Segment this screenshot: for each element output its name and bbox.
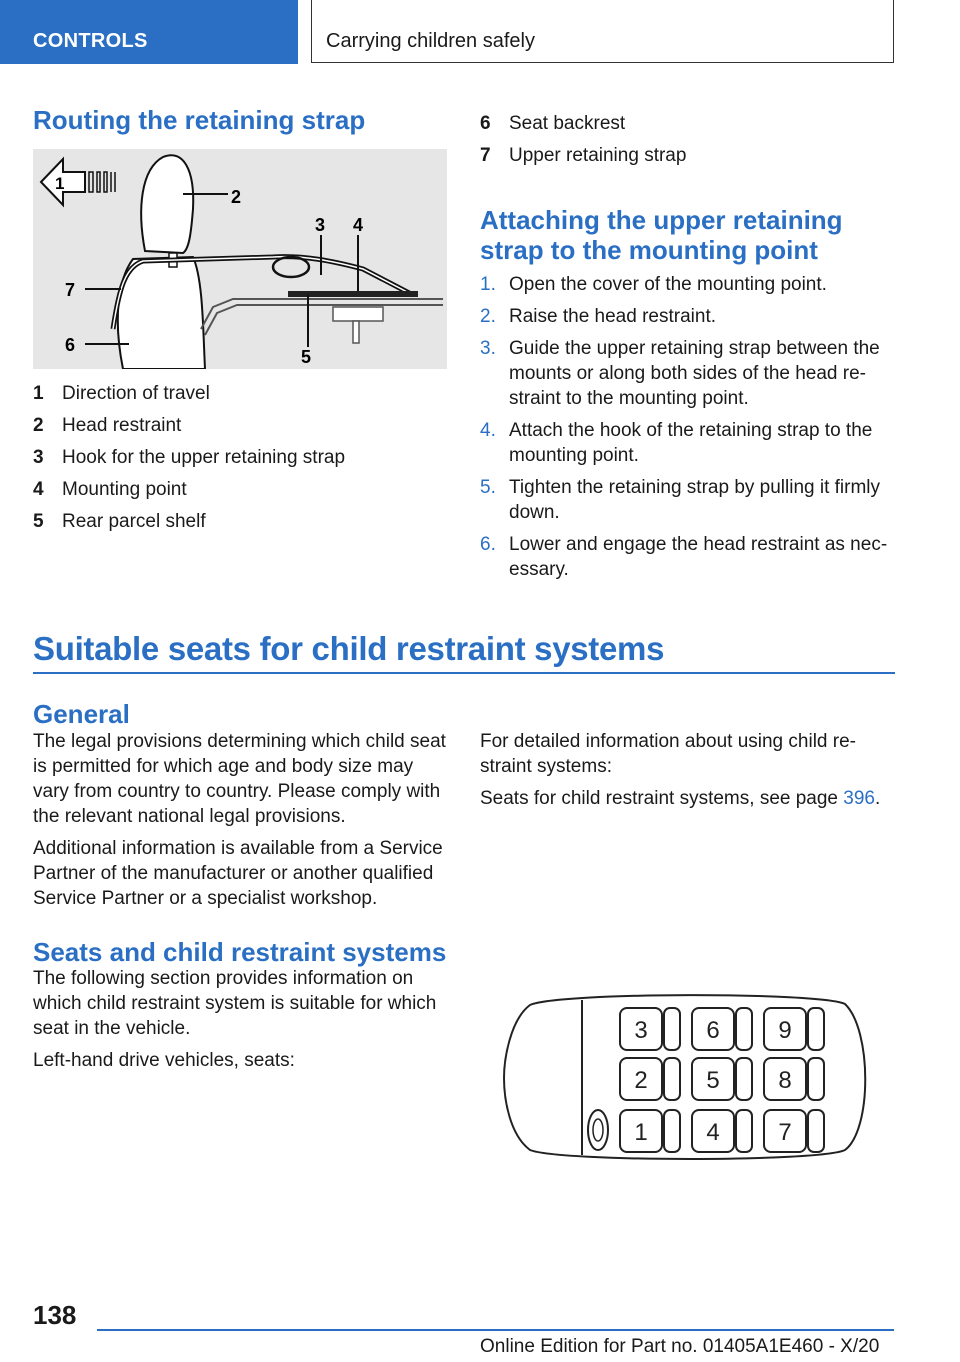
legend-text: Upper retaining strap bbox=[509, 145, 687, 166]
seats-paragraph-2: Left-hand drive vehicles, seats: bbox=[33, 1050, 295, 1071]
figure-label-5: 5 bbox=[301, 347, 312, 367]
step-text: Attach the hook of the retaining strap to the mounting point. bbox=[509, 420, 873, 466]
attaching-steps bbox=[480, 272, 900, 589]
routing-figure bbox=[33, 149, 447, 369]
legend-text: Direction of travel bbox=[62, 383, 210, 404]
legend-text: Hook for the upper retaining strap bbox=[62, 447, 346, 468]
figure-label-2: 2 bbox=[231, 187, 242, 207]
step-text: Tighten the retaining strap by pulling it firmly down. bbox=[509, 477, 881, 523]
attaching-title-line1: Attaching the upper retaining bbox=[480, 205, 843, 235]
seat-number: 9 bbox=[778, 1017, 792, 1044]
general-paragraph-2: Additional information is available from a Service Partner of the manufacturer or another qualified Service Partner or a specialist workshop. bbox=[33, 838, 443, 909]
page-ref-prefix: Seats for child restraint systems, see page bbox=[480, 788, 844, 809]
step-number: 6. bbox=[480, 534, 496, 555]
seat-number: 1 bbox=[634, 1119, 648, 1146]
right-paragraph-2 bbox=[480, 786, 890, 811]
routing-title: Routing the retaining strap bbox=[33, 105, 366, 135]
right-paragraph-1: For detailed information about using child re-straint systems: bbox=[480, 731, 856, 777]
header-section-label: CONTROLS bbox=[33, 30, 148, 52]
seat-number: 3 bbox=[634, 1017, 648, 1044]
step-item bbox=[480, 304, 900, 329]
legend-number: 7 bbox=[480, 145, 491, 166]
seats-text bbox=[33, 966, 453, 1080]
figure-label-7: 7 bbox=[65, 280, 76, 300]
seat-number: 2 bbox=[634, 1067, 648, 1094]
vehicle-seat-map bbox=[500, 990, 880, 1165]
legend-number: 4 bbox=[33, 479, 44, 500]
step-number: 2. bbox=[480, 306, 496, 327]
legend-text: Seat backrest bbox=[509, 113, 626, 134]
step-text: Open the cover of the mounting point. bbox=[509, 274, 827, 295]
steering-wheel-icon bbox=[588, 1110, 608, 1150]
page-ref-link[interactable]: 396 bbox=[843, 788, 875, 809]
seat-number: 7 bbox=[778, 1119, 792, 1146]
suitable-seats-title: Suitable seats for child restraint systems bbox=[33, 630, 665, 667]
header-chapter-box bbox=[311, 0, 894, 63]
figure-label-6: 6 bbox=[65, 335, 76, 355]
legend-number: 3 bbox=[33, 447, 44, 468]
step-number: 5. bbox=[480, 477, 496, 498]
legend-number: 2 bbox=[33, 415, 44, 436]
page-number: 138 bbox=[33, 1300, 77, 1330]
right-info-text bbox=[480, 729, 890, 818]
seat-number: 5 bbox=[706, 1067, 720, 1094]
step-item bbox=[480, 532, 900, 582]
step-item bbox=[480, 272, 900, 297]
step-item bbox=[480, 418, 900, 468]
step-item bbox=[480, 336, 900, 411]
seats-title: Seats and child restraint systems bbox=[33, 937, 447, 967]
legend-number: 6 bbox=[480, 113, 491, 134]
edition-text: Online Edition for Part no. 01405A1E460 - X/20 bbox=[480, 1336, 880, 1357]
general-title: General bbox=[33, 699, 130, 729]
page-ref-suffix: . bbox=[874, 788, 881, 809]
general-paragraph-1: The legal provisions determining which child seat is permitted for which age and body size may vary from country to country. Please comply with the relevant national legal provisions. bbox=[33, 731, 446, 827]
legend-text: Head restraint bbox=[62, 415, 182, 436]
seat-layout-diagram bbox=[500, 990, 880, 1165]
legend-text: Mounting point bbox=[62, 479, 187, 500]
attaching-title bbox=[480, 205, 843, 265]
general-text bbox=[33, 729, 453, 918]
legend-number: 1 bbox=[33, 383, 44, 404]
legend-text: Rear parcel shelf bbox=[62, 511, 206, 532]
section-rule bbox=[33, 672, 895, 674]
seat-number: 4 bbox=[706, 1119, 720, 1146]
figure-label-4: 4 bbox=[353, 215, 364, 235]
step-number: 4. bbox=[480, 420, 496, 441]
step-number: 3. bbox=[480, 338, 496, 359]
header-section-tab bbox=[0, 0, 298, 64]
seats-paragraph-1: The following section provides information on which child restraint system is suitable for which seat in the vehicle. bbox=[33, 968, 437, 1039]
header-chapter-label: Carrying children safely bbox=[326, 30, 535, 52]
step-item bbox=[480, 475, 900, 525]
footer-rule bbox=[97, 1329, 894, 1331]
step-text: Lower and engage the head restraint as nec-essary. bbox=[509, 534, 888, 580]
step-text: Raise the head restraint. bbox=[509, 306, 717, 327]
legend-number: 5 bbox=[33, 511, 44, 532]
step-text: Guide the upper retaining strap between the mounts or along both sides of the head re-straint to the mounting point. bbox=[509, 338, 880, 409]
head-restraint-diagram bbox=[33, 149, 447, 369]
seat-number: 6 bbox=[706, 1017, 720, 1044]
figure-label-3: 3 bbox=[315, 215, 326, 235]
step-number: 1. bbox=[480, 274, 496, 295]
figure-label-1: 1 bbox=[55, 174, 65, 193]
seat-number: 8 bbox=[778, 1067, 792, 1094]
attaching-title-line2: strap to the mounting point bbox=[480, 235, 818, 265]
